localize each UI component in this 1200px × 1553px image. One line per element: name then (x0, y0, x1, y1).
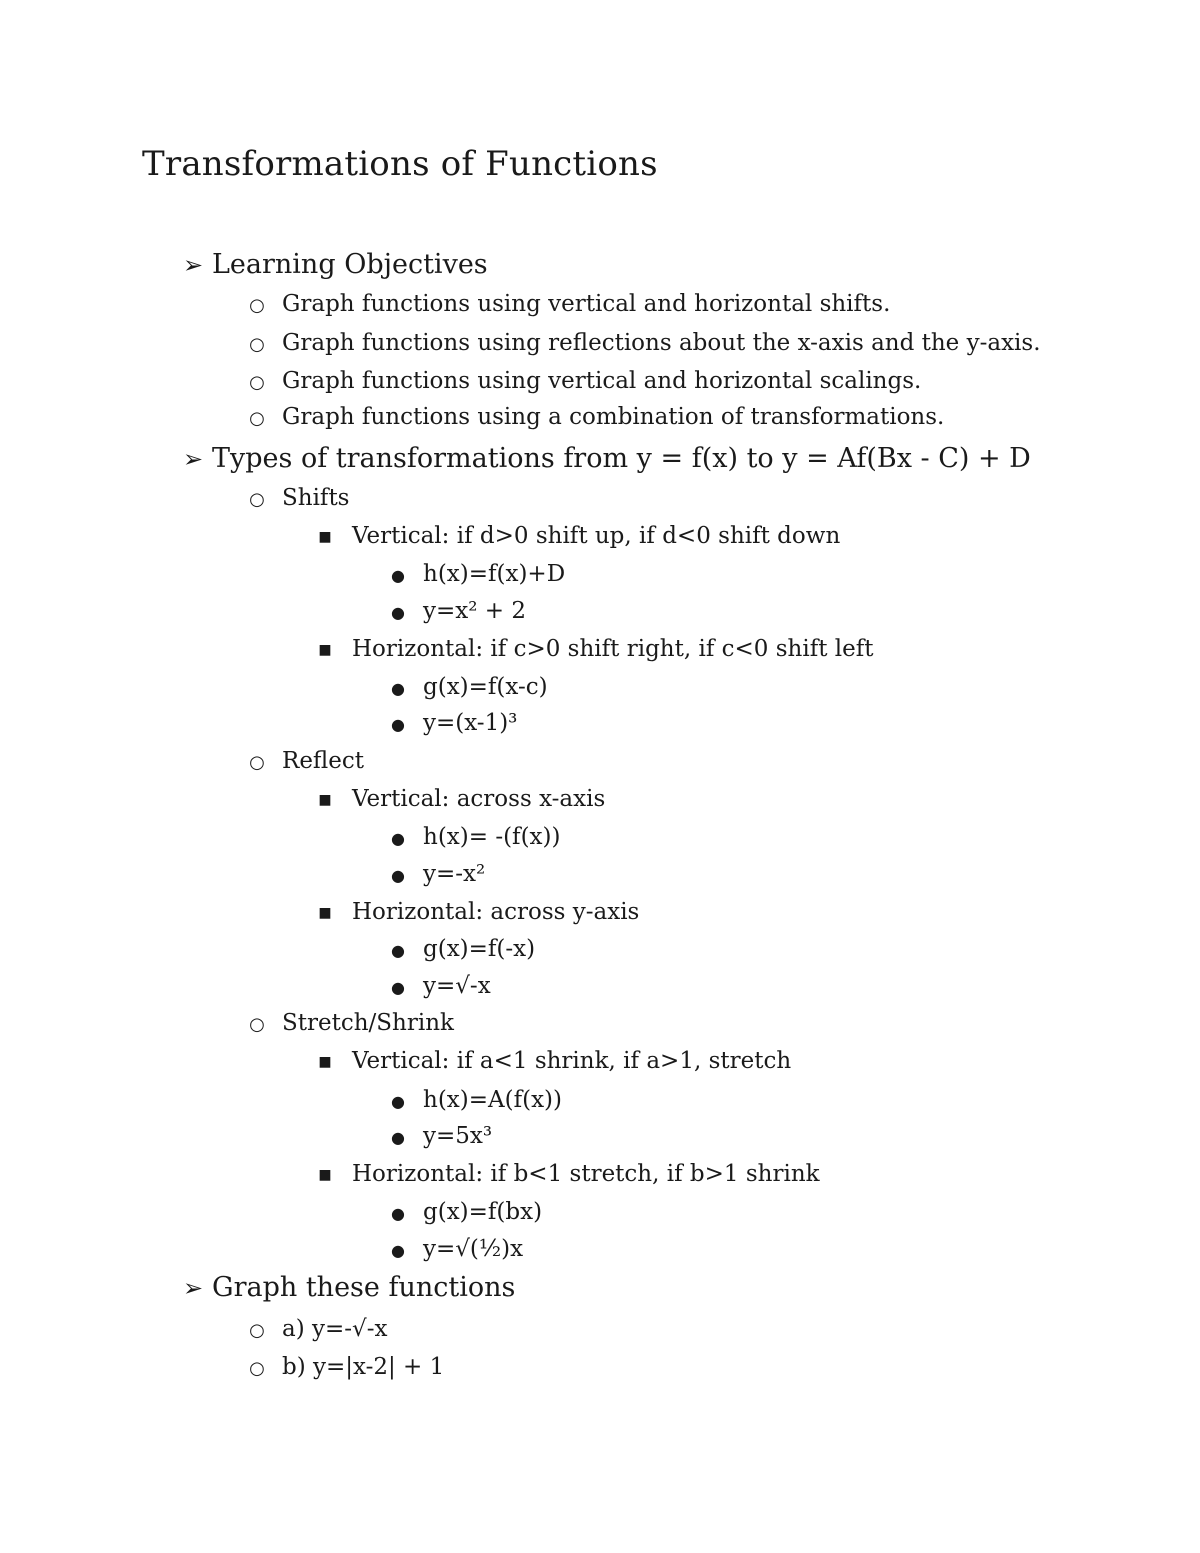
dot-bullet-icon: ● (391, 1204, 405, 1223)
circle-bullet-icon: ○ (249, 1320, 265, 1341)
list-item-text: Graph functions using a combination of transformations. (282, 404, 945, 430)
example-text: y=(x-1)³ (423, 710, 518, 736)
square-bullet-icon: ■ (318, 529, 332, 545)
dot-bullet-icon: ● (391, 978, 405, 997)
example-text: g(x)=f(bx) (423, 1199, 543, 1225)
list-item (248, 326, 1041, 362)
list-item-text: a) y=-√-x (282, 1316, 388, 1342)
arrow-bullet-icon: ➢ (182, 251, 204, 279)
subitem-vertical-shift (316, 519, 840, 554)
subitem-text: Horizontal: if b<1 stretch, if b>1 shrink (352, 1161, 820, 1187)
dot-bullet-icon: ● (391, 679, 405, 698)
example-item (389, 706, 517, 742)
dot-bullet-icon: ● (391, 1128, 405, 1147)
circle-bullet-icon: ○ (249, 372, 265, 393)
subitem-text: Vertical: if d>0 shift up, if d<0 shift down (352, 523, 841, 549)
subitem-horizontal-shift (316, 632, 874, 667)
circle-bullet-icon: ○ (249, 1014, 265, 1035)
circle-bullet-icon: ○ (249, 295, 265, 316)
example-item (389, 594, 526, 630)
list-item-text: b) y=|x-2| + 1 (282, 1354, 445, 1380)
example-item (389, 857, 485, 893)
example-item (389, 1083, 562, 1119)
example-text: g(x)=f(-x) (423, 936, 536, 962)
dot-bullet-icon: ● (391, 715, 405, 734)
subitem-text: Horizontal: if c>0 shift right, if c<0 shift left (352, 636, 874, 662)
arrow-bullet-icon: ➢ (182, 1274, 204, 1302)
section-heading: Graph these functions (212, 1272, 516, 1303)
group-label: Reflect (282, 748, 365, 774)
square-bullet-icon: ■ (318, 1054, 332, 1070)
example-text: g(x)=f(x-c) (423, 674, 548, 700)
example-item (389, 1119, 492, 1155)
list-item-text: Graph functions using vertical and horizontal scalings. (282, 368, 922, 394)
list-item (248, 1312, 387, 1348)
circle-bullet-icon: ○ (249, 408, 265, 429)
circle-bullet-icon: ○ (249, 1358, 265, 1379)
square-bullet-icon: ■ (318, 792, 332, 808)
example-item (389, 1195, 542, 1231)
section-heading: Learning Objectives (212, 249, 488, 280)
section-heading: Types of transformations from y = f(x) to y = Af(Bx - C) + D (212, 443, 1031, 474)
example-text: h(x)=f(x)+D (423, 561, 566, 587)
dot-bullet-icon: ● (391, 1092, 405, 1111)
square-bullet-icon: ■ (318, 1167, 332, 1183)
subitem-horizontal-stretch (316, 1157, 820, 1192)
dot-bullet-icon: ● (391, 829, 405, 848)
example-item (389, 932, 535, 968)
example-text: y=√(½)x (423, 1236, 524, 1262)
list-item-text: Graph functions using reflections about the x-axis and the y-axis. (282, 330, 1041, 356)
section-learning-objectives (178, 247, 488, 283)
arrow-bullet-icon: ➢ (182, 445, 204, 473)
list-item (248, 1350, 444, 1386)
group-shifts (248, 481, 349, 517)
example-item (389, 1232, 523, 1268)
example-item (389, 820, 560, 856)
group-label: Shifts (282, 485, 350, 511)
dot-bullet-icon: ● (391, 941, 405, 960)
square-bullet-icon: ■ (318, 642, 332, 658)
list-item-text: Graph functions using vertical and horizontal shifts. (282, 291, 891, 317)
example-text: y=√-x (423, 973, 491, 999)
example-item (389, 969, 491, 1005)
group-reflect (248, 744, 364, 780)
page-title: Transformations of Functions (142, 144, 658, 184)
subitem-vertical-reflect (316, 782, 605, 817)
circle-bullet-icon: ○ (249, 489, 265, 510)
square-bullet-icon: ■ (318, 905, 332, 921)
subitem-horizontal-reflect (316, 895, 639, 930)
section-types-of-transformations (178, 441, 1031, 477)
subitem-vertical-stretch (316, 1044, 791, 1079)
example-text: h(x)=A(f(x)) (423, 1087, 562, 1113)
example-text: h(x)= -(f(x)) (423, 824, 561, 850)
subitem-text: Vertical: if a<1 shrink, if a>1, stretch (352, 1048, 792, 1074)
circle-bullet-icon: ○ (249, 334, 265, 355)
dot-bullet-icon: ● (391, 1241, 405, 1260)
example-item (389, 557, 565, 593)
circle-bullet-icon: ○ (249, 752, 265, 773)
example-item (389, 670, 548, 706)
list-item (248, 400, 944, 436)
group-stretch-shrink (248, 1006, 454, 1042)
list-item (248, 287, 890, 323)
example-text: y=x² + 2 (423, 598, 526, 624)
group-label: Stretch/Shrink (282, 1010, 454, 1036)
example-text: y=5x³ (423, 1123, 493, 1149)
subitem-text: Vertical: across x-axis (352, 786, 606, 812)
list-item (248, 364, 921, 400)
example-text: y=-x² (423, 861, 486, 887)
dot-bullet-icon: ● (391, 566, 405, 585)
dot-bullet-icon: ● (391, 603, 405, 622)
dot-bullet-icon: ● (391, 866, 405, 885)
section-graph-these-functions (178, 1270, 515, 1306)
subitem-text: Horizontal: across y-axis (352, 899, 640, 925)
